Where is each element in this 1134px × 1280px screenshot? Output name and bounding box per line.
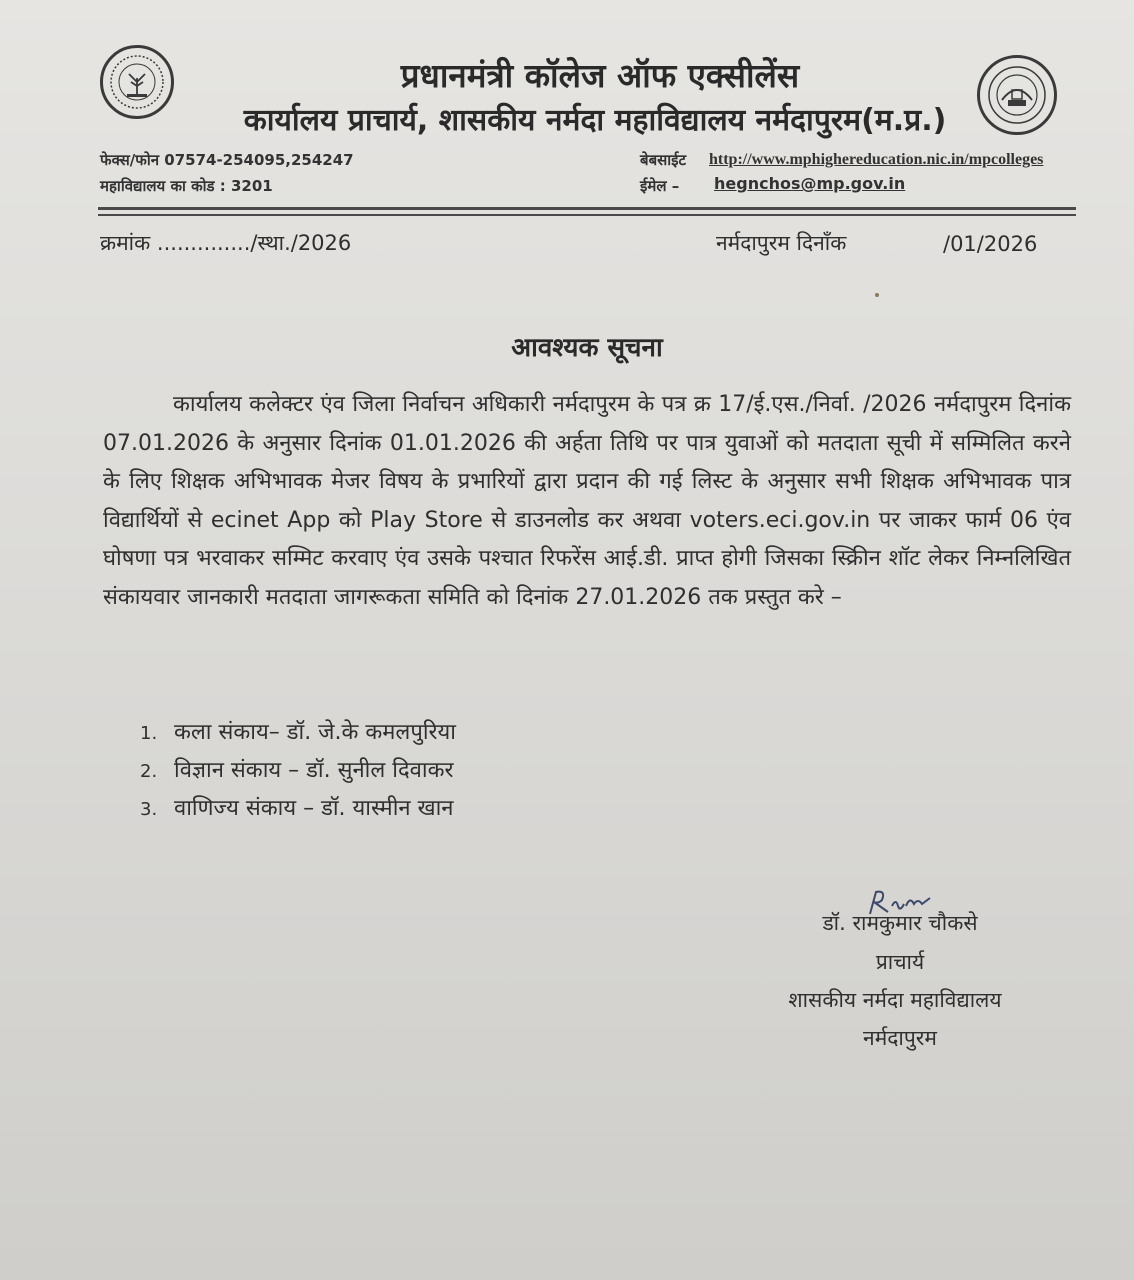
signatory-institution: शासकीय नर्मदा महाविद्यालय [788,988,1002,1012]
ink-spot [875,293,879,297]
website-link[interactable]: http://www.mphighereducation.nic.in/mpcolleges [709,151,1044,168]
faculty-list [140,714,456,828]
notice-body: कार्यालय कलेक्टर एंव जिला निर्वाचन अधिकारी नर्मदापुरम के पत्र क्र 17/ई.एस./निर्वा. /2026 नर्मदापुरम दिनांक 07.01.2026 के अनुसार दिनांक 01.01.2026 की अर्हता तिथि पर पात्र युवाओं को मतदाता सूची में सम्मिलित करने के लिए शिक्षक अभिभावक मेजर विषय के प्रभारियों द्वारा प्रदान की गई लिस्ट के अनुसार सभी शिक्षक अभिभावक पात्र विद्यार्थियों से ecinet App को Play Store से डाउनलोड कर अथवा voters.eci.gov.in पर जाकर फार्म 06 एंव घोषणा पत्र भरवाकर सम्मिट करवाए एंव उसके पश्चात रिफरेंस आई.डी. प्राप्त होगी जिसका स्क्रिीन शॉट लेकर निम्नलिखित संकायवार जानकारी मतदाता जागरूकता समिति को दिनांक 27.01.2026 तक प्रस्तुत करे – [103,392,1071,610]
college-seal-left-icon [100,45,174,119]
letter-date: /01/2026 [943,232,1038,256]
notice-heading: आवश्यक सूचना [511,333,663,363]
header-divider [98,207,1076,210]
government-emblem-right-icon [977,55,1057,135]
email-label: ईमेल – [640,177,680,195]
signatory-name: डॉ. रामकुमार चौकसे [822,911,978,935]
college-title: प्रधानमंत्री कॉलेज ऑफ एक्सीलेंस [400,56,800,95]
header-divider-thin [98,214,1076,216]
signatory-designation: प्राचार्य [875,950,925,974]
place-date-label: नर्मदापुरम दिनाँक [716,231,847,255]
fax-phone: फेक्स/फोन 07574-254095,254247 [100,151,354,169]
reference-number: क्रमांक ............../स्था./2026 [100,231,352,255]
signatory-city: नर्मदापुरम [863,1026,937,1050]
email-link[interactable]: hegnchos@mp.gov.in [714,174,906,193]
college-code: महाविद्यालय का कोड : 3201 [100,177,273,195]
office-title: कार्यालय प्राचार्य, शासकीय नर्मदा महाविद्यालय नर्मदापुरम(म.प्र.) [243,103,947,138]
website-label: बेबसाईट [640,151,687,169]
list-item: 1. कला संकाय– डॉ. जे.के कमलपुरिया [140,720,457,745]
list-item: 2. विज्ञान संकाय – डॉ. सुनील दिवाकर [140,758,454,783]
list-item: 3. वाणिज्य संकाय – डॉ. यास्मीन खान [140,796,454,821]
